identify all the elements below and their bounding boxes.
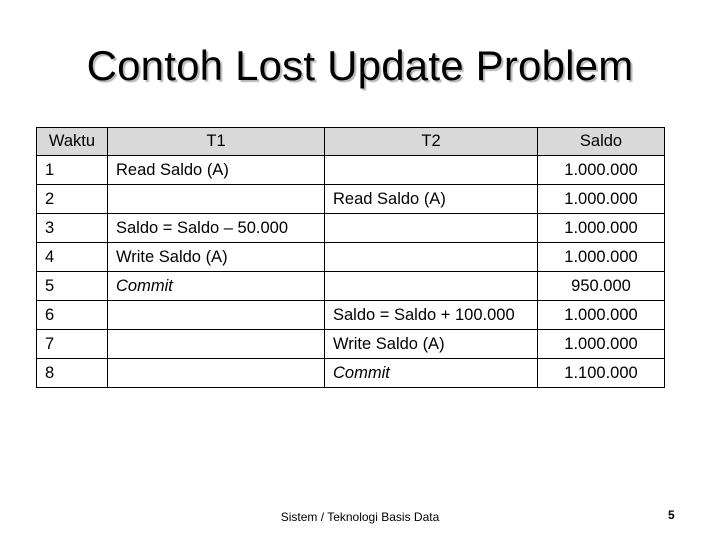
cell-saldo: 1.000.000 <box>538 243 665 272</box>
cell-saldo: 1.000.000 <box>538 301 665 330</box>
cell-waktu: 4 <box>37 243 108 272</box>
cell-t2: Commit <box>325 359 538 388</box>
header-t1: T1 <box>108 128 325 156</box>
cell-t2: Read Saldo (A) <box>325 185 538 214</box>
cell-t2 <box>325 214 538 243</box>
table-row <box>37 214 665 243</box>
table-row <box>37 359 665 388</box>
table-row <box>37 272 665 301</box>
cell-saldo: 1.000.000 <box>538 214 665 243</box>
slide-title: Contoh Lost Update Problem <box>86 42 634 89</box>
cell-t1: Saldo = Saldo – 50.000 <box>108 214 325 243</box>
cell-t2: Write Saldo (A) <box>325 330 538 359</box>
cell-saldo: 1.100.000 <box>538 359 665 388</box>
cell-t2: Saldo = Saldo + 100.000 <box>325 301 538 330</box>
header-t2: T2 <box>325 128 538 156</box>
table-row <box>37 243 665 272</box>
cell-t1: Commit <box>108 272 325 301</box>
cell-t1 <box>108 301 325 330</box>
cell-t1 <box>108 330 325 359</box>
cell-t2 <box>325 272 538 301</box>
cell-t2 <box>325 243 538 272</box>
header-waktu: Waktu <box>37 128 108 156</box>
cell-waktu: 5 <box>37 272 108 301</box>
cell-saldo: 1.000.000 <box>538 156 665 185</box>
cell-waktu: 6 <box>37 301 108 330</box>
cell-saldo: 950.000 <box>538 272 665 301</box>
cell-waktu: 1 <box>37 156 108 185</box>
table-header-row <box>37 128 665 156</box>
lost-update-table <box>36 127 665 388</box>
table-row <box>37 301 665 330</box>
cell-t1: Write Saldo (A) <box>108 243 325 272</box>
table-row <box>37 330 665 359</box>
page-number: 5 <box>668 508 675 522</box>
cell-t1: Read Saldo (A) <box>108 156 325 185</box>
cell-waktu: 3 <box>37 214 108 243</box>
slide-footer: Sistem / Teknologi Basis Data <box>280 510 440 524</box>
cell-t2 <box>325 156 538 185</box>
header-saldo: Saldo <box>538 128 665 156</box>
cell-t1 <box>108 185 325 214</box>
cell-waktu: 7 <box>37 330 108 359</box>
cell-saldo: 1.000.000 <box>538 185 665 214</box>
cell-t1 <box>108 359 325 388</box>
table-row <box>37 156 665 185</box>
cell-waktu: 2 <box>37 185 108 214</box>
cell-waktu: 8 <box>37 359 108 388</box>
cell-saldo: 1.000.000 <box>538 330 665 359</box>
table-row <box>37 185 665 214</box>
